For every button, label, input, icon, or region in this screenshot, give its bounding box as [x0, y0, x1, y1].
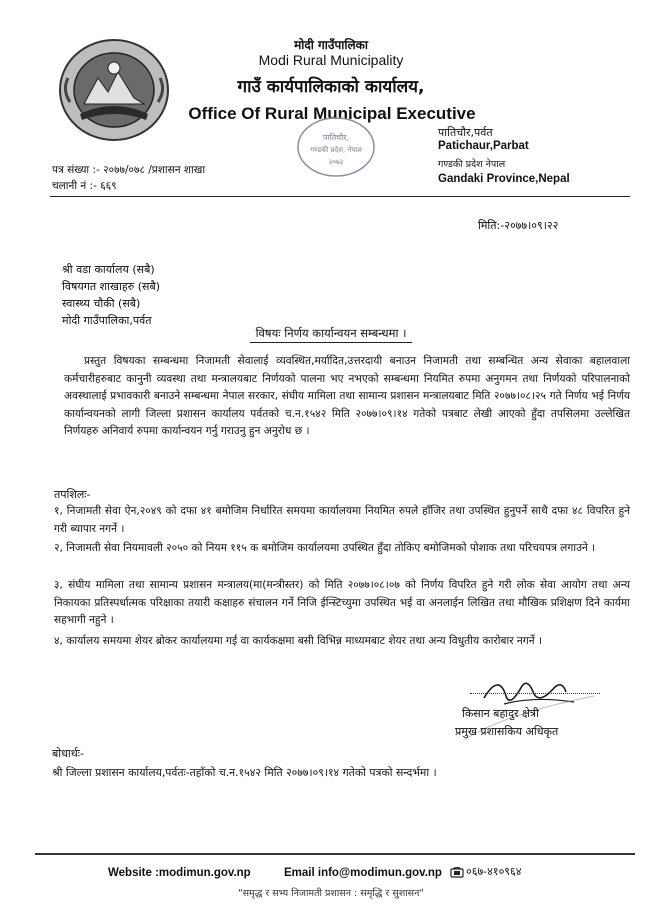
footer-motto: "समृद्ध र सभ्य निजामती प्रशासन : समृद्धि र सुशासन": [238, 888, 424, 899]
subject-line: [0, 326, 662, 341]
dispatch-number: चलानी नं :- ६६९: [52, 180, 117, 192]
cc-text: श्री जिल्ला प्रशासन कार्यालय,पर्वतः-तहाँको च.न.१५४२ मिति २०७७।०९।१४ गतेको पत्रको सन्दर्भमा ।: [52, 766, 437, 779]
stamp-line-2: गण्डकी प्रदेश, नेपाल: [310, 146, 362, 154]
stamp-line-1: पातिचौर,: [322, 133, 350, 142]
province-english: Gandaki Province,Nepal: [438, 173, 570, 185]
detail-item: २, निजामती सेवा नियमावली २०५० को नियम ११५ क बमोजिम कार्यालयमा उपस्थित हुँदा तोकिए बमोजिमको पोशाक तथा परिचयपत्र लगाउने ।: [54, 542, 596, 554]
phone-icon: [450, 866, 464, 878]
office-stamp: [296, 116, 376, 178]
recipient-line: श्री वडा कार्यालय (सबै): [62, 263, 155, 276]
municipality-name-english: Modi Rural Municipality: [258, 52, 404, 68]
header-divider: [50, 196, 630, 197]
letter-number: पत्र संख्या :- २०७७/०७८ /प्रशासन शाखा: [52, 164, 206, 176]
footer-phone: ०६७-४१०९६४: [466, 865, 522, 878]
details-label: तपशिलः-: [54, 488, 91, 501]
subject-text: विषयः निर्णय कार्यान्वयन सम्बन्धमा ।: [250, 326, 413, 343]
footer-email[interactable]: Email info@modimun.gov.np: [284, 867, 442, 879]
stamp-line-3: २०७३: [328, 158, 344, 166]
recipient-line: मोदी गाउँपालिका,पर्वत: [62, 314, 152, 327]
signatory-name: किसान बहादुर क्षेत्री: [462, 707, 539, 720]
province-nepali: गण्डकी प्रदेश नेपाल: [438, 159, 506, 170]
recipient-line: विषयगत शाखाहरु (सबै): [62, 280, 161, 293]
address-line-english: Patichaur,Parbat: [438, 140, 529, 152]
detail-item: ३, संघीय मामिला तथा सामान्य प्रशासन मन्त्रालय(मा(मन्त्रीस्तर) को मिति २०७७।०८।०७ को निर्णय विपरित हुने गरी लोक सेवा आयोग तथा अन्य निकायका प्रतिस्पर्धात्मक परिक्षाका तयारी कक्षाहरु संचालन गर्ने निजि ईन्स्टिच्युमा उपस्थित भई वा अनलाईन लिखित तथा मौखिक प्रशिक्षण दिने कार्यमा सहभागी नहुने ।: [54, 579, 630, 627]
signature-line: [470, 693, 600, 695]
detail-item: १, निजामती सेवा ऐन,२०४९ को दफा ४१ बमोजिम निर्धारित समयमा कार्यालयमा नियमित रुपले हाँजिर तथा उपस्थित हुनुपर्ने साथै दफा ४८ विपरित हुने गरी ब्यापार नगर्ने ।: [54, 505, 630, 535]
footer-website[interactable]: Website :modimun.gov.np: [108, 867, 251, 879]
office-name-english: Office Of Rural Municipal Executive: [188, 104, 476, 123]
footer-divider: [35, 853, 635, 855]
municipality-name-nepali: मोदी गाउँपालिका: [294, 38, 368, 52]
body-paragraph: प्रस्तुत विषयका सम्बन्धमा निजामती सेवालाई व्यवस्थित,मर्यादित,उत्तरदायी बनाउन निजामती तथा सम्बन्धित अन्य सेवाका बहालवाला कर्मचारीहरुबाट कानुनी व्यवस्था तथा मन्त्रालयबाट निर्णयको पालना भए नभएको सम्बन्धमा नियमित रुपमा अनुगमन तथा निर्णयको परिपालनाको अवस्थालाई प्रभावकारी बनाउने सम्बन्धमा नेपाल सरकार, संघीय मामिला तथा सामान्य प्रशासन मन्त्रालयबाट मिति २०७७।०८।२५ गते निर्णय भई निर्णय कार्यान्वयनको लागी जिल्ला प्रशासन कार्यालय पर्वतको च.न.१५४२ मिति २०७७।०९।१४ गतेको पत्रबाट लेखी आएको हुँदा तपसिलमा उल्लेखित निर्णयहरु अनिवार्य रुपमा कार्यान्वयन गर्नु गराउनु हुन अनुरोध छ ।: [64, 355, 630, 438]
recipient-line: स्वास्थ्य चौकी (सबै): [62, 297, 141, 310]
address-line-nepali: पातिचौर,पर्वत: [438, 126, 493, 139]
letter-date: मिति:-२०७७।०९।२२: [478, 219, 559, 232]
signatory-title: प्रमुख प्रशासकिय अधिकृत: [455, 725, 559, 738]
office-name-nepali: गाउँ कार्यपालिकाको कार्यालय,: [237, 77, 425, 97]
detail-item: ४, कार्यालय समयमा शेयर ब्रोकर कार्यालयमा गई वा कार्यकक्षमा बसी विभिन्न माध्यमबाट शेयर तथा अन्य विधुतीय कारोबार नगर्ने ।: [54, 635, 543, 647]
cc-label: बोधार्थः-: [52, 747, 84, 760]
